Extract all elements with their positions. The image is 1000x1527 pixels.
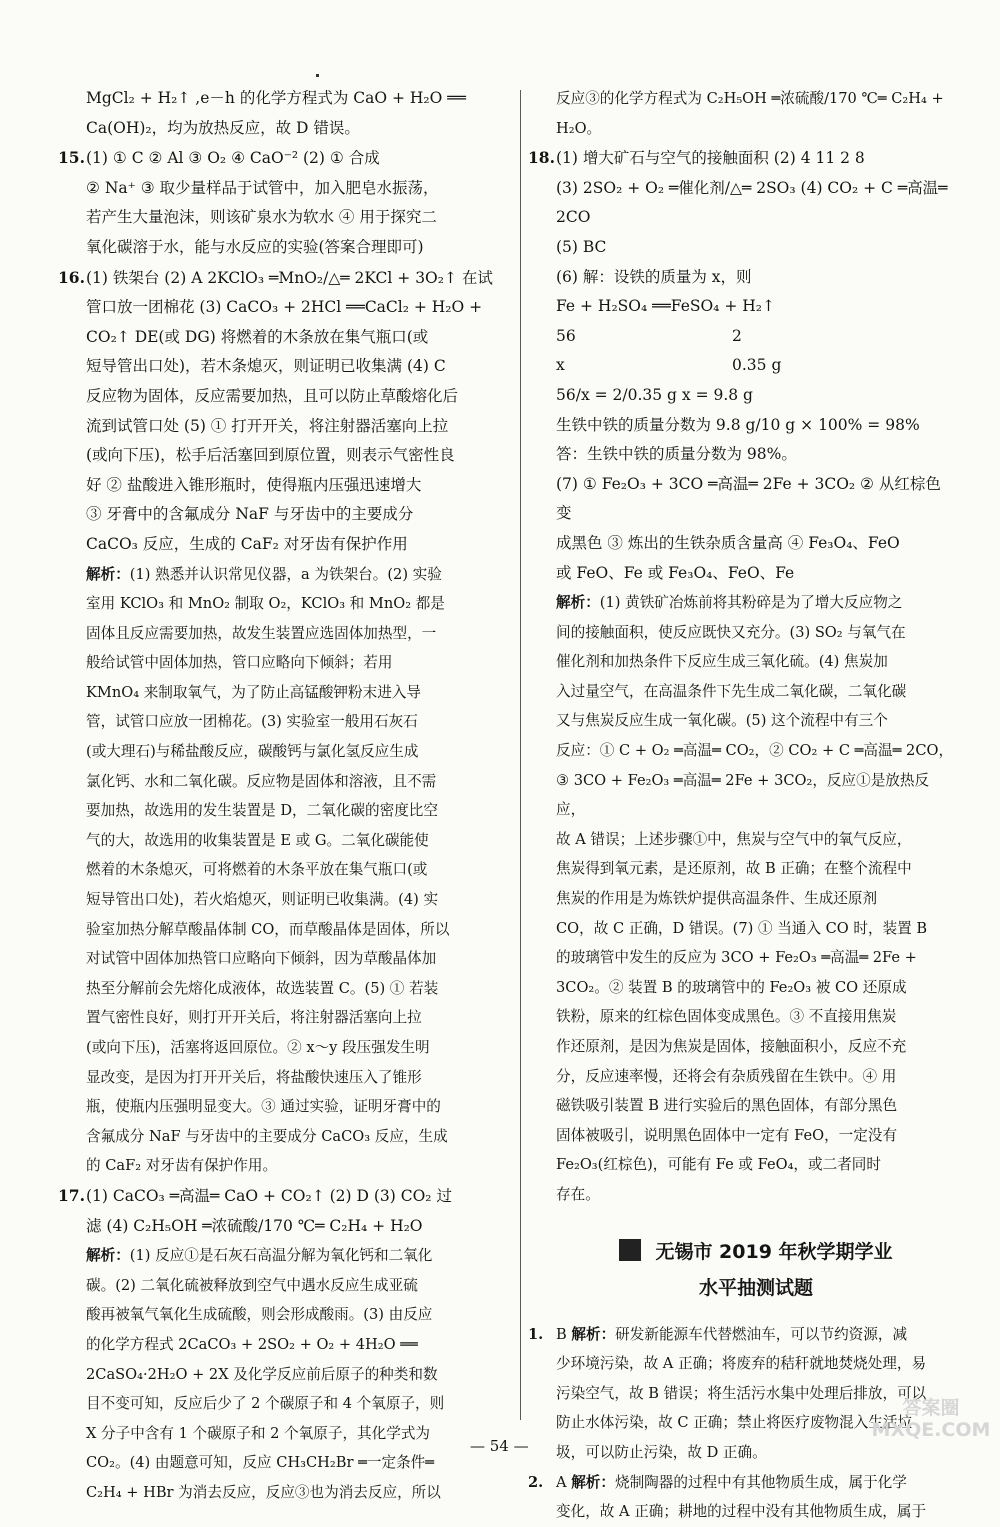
text-line	[556, 1180, 956, 1210]
line-text: (7) ① Fe₂O₃ + 3CO ═高温═ 2Fe + 3CO₂ ② 从红棕色变	[556, 474, 941, 523]
line-text: 或 FeO、Fe 或 Fe₃O₄、FeO、Fe	[556, 563, 795, 582]
left-column	[58, 84, 494, 1508]
line-text: 室用 KClO₃ 和 MnO₂ 制取 O₂，KClO₃ 和 MnO₂ 都是	[86, 595, 445, 613]
line-text: 2CaSO₄·2H₂O + 2X 及化学反应前后原子的种类和数	[86, 1365, 438, 1383]
line-text: (1) 增大矿石与空气的接触面积 (2) 4 11 2 8	[556, 149, 865, 168]
text-line	[86, 174, 494, 204]
line-text: MgCl₂ + H₂↑ ,e－h 的化学方程式为 CaO + H₂O ══	[86, 89, 466, 107]
text-line	[86, 1063, 494, 1093]
text-line	[556, 114, 956, 144]
line-text: 又与焦炭反应生成一氧化碳。(5) 这个流程中有三个	[556, 712, 888, 730]
text-line	[86, 1389, 494, 1419]
line-text: (或向下压)，松手后活塞回到原位置，则表示气密性良	[86, 446, 455, 465]
line-text: CO，故 C 正确，D 错误。(7) ① 当通入 CO 时，装置 B	[556, 919, 928, 937]
line-text: (或向下压)，活塞将返回原位。② x～y 段压强发生明	[86, 1039, 430, 1056]
line-text: 好 ② 盐酸进入锥形瓶时，使得瓶内压强迅速增大	[86, 475, 422, 494]
text-line	[556, 292, 956, 322]
line-text: CO₂↑ DE(或 DG) 将燃着的木条放在集气瓶口(或	[86, 327, 429, 346]
calc-h2-value: 0.35 g	[732, 356, 782, 375]
line-text: (1) 黄铁矿冶炼前将其粉碎是为了增大反应物之	[599, 594, 903, 612]
analysis-label: 解析：	[556, 594, 600, 612]
text-line	[528, 1320, 956, 1350]
text-line	[86, 1271, 494, 1301]
line-text: 对试管中固体加热管口应略向下倾斜，因为草酸晶体加	[86, 950, 437, 968]
line-text: (1) 熟悉并认识常见仪器，a 为铁架台。(2) 实验	[129, 565, 442, 583]
line-text: 验室加热分解草酸晶体制 CO，而草酸晶体是固体，所以	[86, 920, 450, 938]
text-line	[86, 589, 494, 619]
line-text: 成黑色 ③ 炼出的生铁杂质含量高 ④ Fe₃O₄、FeO	[556, 533, 900, 552]
line-text: 显改变，是因为打开开关后，将盐酸快速压入了锥形	[86, 1068, 422, 1086]
text-line	[86, 1241, 494, 1271]
text-line	[556, 736, 956, 766]
text-line	[528, 1468, 956, 1498]
line-text: 瓶，使瓶内压强明显变大。③ 通过实验，证明牙膏中的	[86, 1098, 441, 1116]
analysis-label: 解析：	[571, 1473, 615, 1491]
text-line	[86, 796, 494, 826]
text-line	[86, 974, 494, 1004]
line-text: 热至分解前会先熔化成液体，故选装置 C。(5) ① 若装	[86, 979, 439, 997]
line-text: A	[556, 1473, 572, 1491]
line-text: 烧制陶器的过程中有其他物质生成，属于化学	[614, 1473, 907, 1491]
text-line	[556, 1062, 956, 1092]
text-line	[556, 1091, 956, 1121]
line-text: 反应物为固体，反应需要加热，且可以防止草酸熔化后	[86, 386, 459, 405]
line-text: 反应：① C + O₂ ═高温═ CO₂，② CO₂ + C ═高温═ 2CO，	[556, 742, 954, 760]
text-line	[86, 352, 494, 382]
question-number: 16.	[58, 267, 85, 287]
line-text: 磁铁吸引装置 B 进行实验后的黑色固体，有部分黑色	[556, 1097, 898, 1115]
text-line	[556, 529, 956, 559]
text-line	[556, 1150, 956, 1180]
page-number: — 54 —	[470, 1437, 529, 1455]
line-text: 污染空气，故 B 错误；将生活污水集中处理后排放，可以	[556, 1384, 927, 1402]
text-line	[86, 1360, 494, 1390]
text-line	[556, 1349, 956, 1379]
text-line	[58, 143, 494, 174]
section-marker-icon	[619, 1239, 641, 1261]
text-line	[556, 825, 956, 855]
section-title: 无锡市 2019 年秋学期学业 水平抽测试题	[556, 1234, 956, 1306]
text-line	[86, 855, 494, 885]
text-line	[86, 767, 494, 797]
line-text: 氯化钙、水和二氧化碳。反应物是固体和溶液，且不需	[86, 772, 437, 790]
line-text: 反应③的化学方程式为 C₂H₅OH ═浓硫酸/170 ℃═ C₂H₄ +	[556, 90, 944, 107]
line-text: 研发新能源车代替燃油车，可以节约资源，减	[615, 1325, 908, 1343]
line-text: (5) BC	[556, 237, 607, 256]
line-text: 催化剂和加热条件下反应生成三氧化硫。(4) 焦炭加	[556, 653, 888, 671]
text-line	[86, 500, 494, 530]
line-text: ③ 3CO + Fe₂O₃ ═高温═ 2Fe + 3CO₂，反应①是放热反应，	[556, 771, 930, 819]
line-text: C₂H₄ + HBr 为消去反应，反应③也为消去反应，所以	[86, 1483, 441, 1501]
text-line	[86, 707, 494, 737]
line-text: 焦炭的作用是为炼铁炉提供高温条件、生成还原剂	[556, 890, 878, 908]
question-number: 1.	[528, 1325, 544, 1343]
text-line	[556, 233, 956, 263]
line-text: (或大理石)与稀盐酸反应，碳酸钙与氯化氢反应生成	[86, 743, 419, 761]
line-text: 要加热，故选用的发生装置是 D，二氧化碳的密度比空	[86, 802, 438, 820]
analysis-label: 解析：	[86, 565, 130, 583]
text-line	[556, 84, 956, 114]
text-line	[528, 143, 956, 174]
line-text: 目不变可知，反应后少了 2 个碳原子和 4 个氧原子，则	[86, 1395, 445, 1413]
text-line	[556, 1497, 956, 1527]
text-line	[556, 647, 956, 677]
text-line	[86, 471, 494, 501]
line-text: ③ 牙膏中的含氟成分 NaF 与牙齿中的主要成分	[86, 505, 414, 524]
line-text: 存在。	[556, 1185, 600, 1203]
text-line	[86, 1033, 494, 1063]
line-text: 短导管出口处)，若木条熄灭，则证明已收集满 (4) C	[86, 357, 446, 376]
line-text: CaCO₃ 反应，生成的 CaF₂ 对牙齿有保护作用	[86, 534, 408, 553]
text-line	[86, 114, 494, 144]
text-line	[86, 233, 494, 263]
line-text: 管口放一团棉花 (3) CaCO₃ + 2HCl ══CaCl₂ + H₂O +	[86, 298, 483, 317]
text-line	[556, 677, 956, 707]
line-text: H₂O。	[556, 119, 602, 137]
line-text: Ca(OH)₂，均为放热反应，故 D 错误。	[86, 118, 360, 137]
line-text: 燃着的木条熄灭，可将燃着的木条平放在集气瓶口(或	[86, 861, 428, 879]
text-line	[58, 1181, 494, 1212]
line-text: 若产生大量泡沫，则该矿泉水为软水 ④ 用于探究二	[86, 208, 437, 227]
line-text: 的 CaF₂ 对牙齿有保护作用。	[86, 1157, 278, 1175]
line-text: 酸再被氧气氧化生成硫酸，则会形成酸雨。(3) 由反应	[86, 1306, 433, 1324]
text-line	[86, 1092, 494, 1122]
line-text: CO₂。(4) 由题意可知，反应 CH₃CH₂Br ═一定条件═	[86, 1454, 435, 1472]
text-line	[86, 1151, 494, 1181]
calc-x: x	[556, 356, 565, 375]
line-text: Fe + H₂SO₄ ══FeSO₄ + H₂↑	[556, 297, 775, 316]
line-text: 碳。(2) 二氧化硫被释放到空气中遇水反应生成亚硫	[86, 1276, 418, 1294]
text-line	[86, 737, 494, 767]
text-line	[86, 1003, 494, 1033]
question-number: 17.	[58, 1185, 85, 1205]
line-text: 分，反应速率慢，还将会有杂质残留在生铁中。④ 用	[556, 1067, 897, 1085]
stray-dot	[316, 74, 319, 77]
line-text: (1) 反应①是石灰石高温分解为氧化钙和二氧化	[129, 1247, 433, 1265]
column-divider	[520, 90, 521, 1420]
line-text: 短导管出口处)，若火焰熄灭，则证明已收集满。(4) 实	[86, 891, 439, 909]
text-line	[86, 1448, 494, 1478]
calc-fe-mass: 56	[556, 326, 576, 345]
text-line	[86, 530, 494, 560]
text-line	[86, 323, 494, 353]
text-line	[86, 1300, 494, 1330]
text-line	[556, 174, 956, 233]
text-line	[86, 382, 494, 412]
text-line	[86, 203, 494, 233]
calc-ratio: 56/x = 2/0.35 g x = 9.8 g	[556, 385, 753, 404]
analysis-label: 解析：	[571, 1325, 616, 1343]
question-number: 18.	[528, 148, 555, 168]
text-line	[556, 263, 956, 293]
question-number: 2.	[528, 1473, 544, 1491]
line-text: 固体被吸引，说明黑色固体中一定有 FeO，一定没有	[556, 1126, 898, 1144]
line-text: 含氟成分 NaF 与牙齿中的主要成分 CaCO₃ 反应，生成	[86, 1127, 448, 1145]
text-line	[556, 1121, 956, 1151]
right-column	[528, 84, 956, 1527]
text-line	[86, 1330, 494, 1360]
text-line	[86, 560, 494, 590]
line-text: 管，试管口应放一团棉花。(3) 实验室一般用石灰石	[86, 713, 418, 731]
line-text: (1) CaCO₃ ═高温═ CaO + CO₂↑ (2) D (3) CO₂ 过	[86, 1186, 452, 1205]
line-text: 的玻璃管中发生的反应为 3CO + Fe₂O₃ ═高温═ 2Fe +	[556, 949, 917, 967]
line-text: 作还原剂，是因为焦炭是固体，接触面积小，反应不充	[556, 1038, 907, 1055]
line-text: X 分子中含有 1 个碳原子和 2 个氧原子，其化学式为	[86, 1424, 431, 1442]
text-line	[86, 412, 494, 442]
text-line	[86, 944, 494, 974]
text-line	[86, 1419, 494, 1449]
line-text: B	[556, 1325, 572, 1343]
text-line	[556, 1002, 956, 1032]
text-line	[556, 854, 956, 884]
text-line	[556, 884, 956, 914]
text-line	[556, 559, 956, 589]
calc-h2-mass: 2	[732, 326, 742, 345]
analysis-label: 解析：	[86, 1247, 130, 1265]
line-text: 间的接触面积，使反应既快又充分。(3) SO₂ 与氧气在	[556, 623, 906, 641]
text-line	[86, 648, 494, 678]
calc-purity: 生铁中铁的质量分数为 9.8 g/10 g × 100% = 98%	[556, 415, 920, 434]
text-line	[556, 943, 956, 973]
text-line	[86, 1122, 494, 1152]
text-line	[86, 84, 494, 114]
text-line	[556, 973, 956, 1003]
line-text: (1) 铁架台 (2) A 2KClO₃ ═MnO₂/△═ 2KCl + 3O₂↑ 在试	[86, 268, 493, 287]
text-line	[556, 618, 956, 648]
watermark-logo: 答案圈 MXQE.COM	[871, 1397, 991, 1441]
line-text: KMnO₄ 来制取氧气，为了防止高锰酸钾粉末进入导	[86, 683, 421, 701]
text-line	[556, 706, 956, 736]
text-line	[86, 885, 494, 915]
text-line	[556, 766, 956, 825]
text-line	[86, 619, 494, 649]
line-text: 故 A 错误；上述步骤①中，焦炭与空气中的氧气反应，	[556, 830, 912, 848]
line-text: (3) 2SO₂ + O₂ ═催化剂/△═ 2SO₃ (4) CO₂ + C ═高温═ 2CO	[556, 178, 948, 227]
text-line	[58, 263, 494, 294]
line-text: 氧化碳溶于水，能与水反应的实验(答案合理即可)	[86, 237, 424, 256]
text-line	[556, 588, 956, 618]
line-text: Fe₂O₃(红棕色)，可能有 Fe 或 FeO₄，或二者同时	[556, 1156, 881, 1174]
line-text: 焦炭得到氧元素，是还原剂，故 B 正确；在整个流程中	[556, 860, 912, 878]
text-line	[86, 441, 494, 471]
text-line	[86, 1478, 494, 1508]
line-text: 入过量空气，在高温条件下先生成二氧化碳，二氧化碳	[556, 682, 907, 700]
line-text: (1) ① C ② Al ③ O₂ ④ CaO⁻² (2) ① 合成	[86, 149, 380, 168]
line-text: 圾，可以防止污染，故 D 正确。	[556, 1443, 767, 1461]
question-number: 15.	[58, 148, 85, 168]
line-text: (6) 解：设铁的质量为 x，则	[556, 267, 752, 286]
line-text: 流到试管口处 (5) ① 打开开关，将注射器活塞向上拉	[86, 416, 449, 435]
text-line	[556, 914, 956, 944]
line-text: 般给试管中固体加热，管口应略向下倾斜；若用	[86, 654, 393, 672]
line-text: 3CO₂。② 装置 B 的玻璃管中的 Fe₂O₃ 被 CO 还原成	[556, 978, 907, 996]
text-line	[86, 826, 494, 856]
text-line	[86, 293, 494, 323]
line-text: 置气密性良好，则打开开关后，将注射器活塞向上拉	[86, 1009, 422, 1027]
line-text: 滤 (4) C₂H₅OH ═浓硫酸/170 ℃═ C₂H₄ + H₂O	[86, 1216, 423, 1235]
line-text: 变化，故 A 正确；耕地的过程中没有其他物质生成，属于	[556, 1503, 927, 1521]
iron-calculation	[556, 322, 956, 470]
line-text: ② Na⁺ ③ 取少量样品于试管中，加入肥皂水振荡，	[86, 178, 439, 197]
calc-answer: 答：生铁中铁的质量分数为 98%。	[556, 445, 797, 464]
line-text: 的化学方程式 2CaCO₃ + 2SO₂ + O₂ + 4H₂O ══	[86, 1335, 418, 1353]
text-line	[556, 1032, 956, 1062]
line-text: 气的大，故选用的收集装置是 E 或 G。二氧化碳能使	[86, 831, 429, 849]
text-line	[86, 1212, 494, 1242]
text-line	[86, 915, 494, 945]
line-text: 固体且反应需要加热，故发生装置应选固体加热型，一	[86, 624, 437, 642]
line-text: 防止水体污染，故 C 正确；禁止将医疗废物混入生活垃	[556, 1414, 913, 1432]
text-line	[86, 678, 494, 708]
line-text: 少环境污染，故 A 正确；将废弃的秸秆就地焚烧处理，易	[556, 1355, 927, 1373]
line-text: 铁粉，原来的红棕色固体变成黑色。③ 不直接用焦炭	[556, 1008, 897, 1026]
text-line	[556, 470, 956, 529]
